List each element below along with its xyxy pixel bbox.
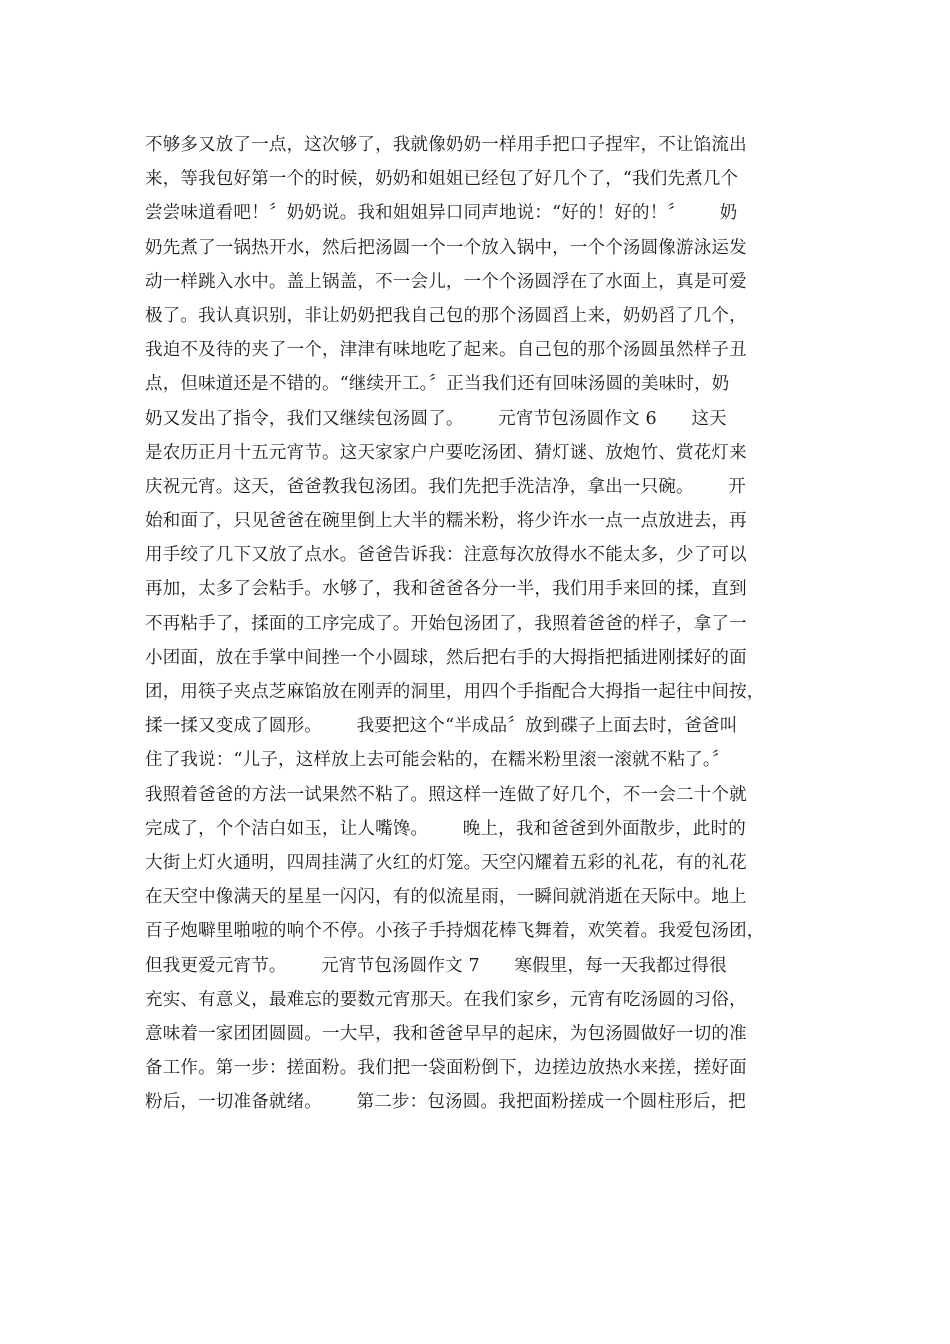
- text-line: 是农历正月十五元宵节。这天家家户户要吃汤团、猜灯谜、放炮竹、赏花灯来: [145, 442, 747, 463]
- text-line: 备工作。第一步：搓面粉。我们把一袋面粉倒下，边搓边放热水来搓，搓好面: [145, 1058, 747, 1079]
- text-line: 不够多又放了一点，这次够了，我就像奶奶一样用手把口子捏牢，不让馅流出: [145, 135, 747, 155]
- text-line: 用手绞了几下又放了点水。爸爸告诉我：注意每次放得水不能太多，少了可以: [145, 545, 747, 566]
- text-line: 来，等我包好第一个的时候，奶奶和姐姐已经包了好几个了，“我们先煮几个: [145, 169, 739, 190]
- text-line: 动一样跳入水中。盖上锅盖，不一会儿，一个个汤圆浮在了水面上，真是可爱: [145, 271, 747, 292]
- text-line: 充实、有意义，最难忘的要数元宵那天。在我们家乡，元宵有吃汤圆的习俗，: [145, 989, 747, 1010]
- text-line: 点，但味道还是不错的。“继续开工。〞正当我们还有回味汤圆的美味时，奶: [145, 374, 730, 395]
- text-line: 庆祝元宵。这天，爸爸教我包汤团。我们先把手洗洁净，拿出一只碗。 开: [145, 476, 746, 497]
- text-line: 粉后，一切准备就绪。 第二步：包汤圆。我把面粉搓成一个圆柱形后，把: [145, 1092, 746, 1113]
- text-line: 但我更爱元宵节。 元宵节包汤圆作文 7 寒假里，每一天我都过得很: [145, 955, 727, 976]
- text-line: 大街上灯火通明，四周挂满了火红的灯笼。天空闪耀着五彩的礼花，有的礼花: [145, 852, 747, 873]
- text-line: 小团面，放在手掌中间挫一个小圆球，然后把右手的大拇指把插进刚揉好的面: [145, 647, 747, 668]
- text-line: 奶又发出了指令，我们又继续包汤圆了。 元宵节包汤圆作文 6 这天: [145, 408, 727, 429]
- text-line: 揉一揉又变成了圆形。 我要把这个“半成品〞放到碟子上面去时，爸爸叫: [145, 716, 738, 737]
- text-line: 意味着一家团团圆圆。一大早，我和爸爸早早的起床，为包汤圆做好一切的准: [145, 1023, 747, 1044]
- text-line: 始和面了，只见爸爸在碗里倒上大半的糯米粉，将少许水一点一点放进去，再: [145, 511, 747, 532]
- text-line: 在天空中像满天的星星一闪闪，有的似流星雨，一瞬间就消逝在天际中。地上: [145, 887, 747, 908]
- text-line: 我照着爸爸的方法一试果然不粘了。照这样一连做了好几个，不一会二十个就: [145, 784, 747, 805]
- text-line: 完成了，个个洁白如玉，让人嘴馋。 晚上，我和爸爸到外面散步，此时的: [145, 818, 746, 839]
- text-line: 奶先煮了一锅热开水，然后把汤圆一个一个放入锅中，一个个汤圆像游泳运发: [145, 237, 747, 258]
- text-line: 团，用筷子夹点芝麻馅放在刚弄的洞里，用四个手指配合大拇指一起往中间按，: [145, 682, 765, 702]
- body-text: [145, 128, 825, 1119]
- text-line: 再加，太多了会粘手。水够了，我和爸爸各分一半，我们用手来回的揉，直到: [145, 579, 747, 600]
- text-line: 百子炮噼里啪啦的响个不停。小孩子手持烟花棒飞舞着，欢笑着。我爱包汤团，: [145, 921, 765, 942]
- text-line: 极了。我认真识别，非让奶奶把我自己包的那个汤圆舀上来，奶奶舀了几个，: [145, 305, 747, 326]
- text-line: 尝尝味道看吧！〞奶奶说。我和姐姐异口同声地说：“好的！好的！〞 奶: [145, 203, 738, 224]
- text-line: 我迫不及待的夹了一个，津津有味地吃了起来。自己包的那个汤圆虽然样子丑: [145, 340, 747, 361]
- text-line: 住了我说：“儿子，这样放上去可能会粘的，在糯米粉里滚一滚就不粘了。〞: [145, 750, 730, 771]
- text-line: 不再粘手了，揉面的工序完成了。开始包汤团了，我照着爸爸的样子，拿了一: [145, 613, 747, 634]
